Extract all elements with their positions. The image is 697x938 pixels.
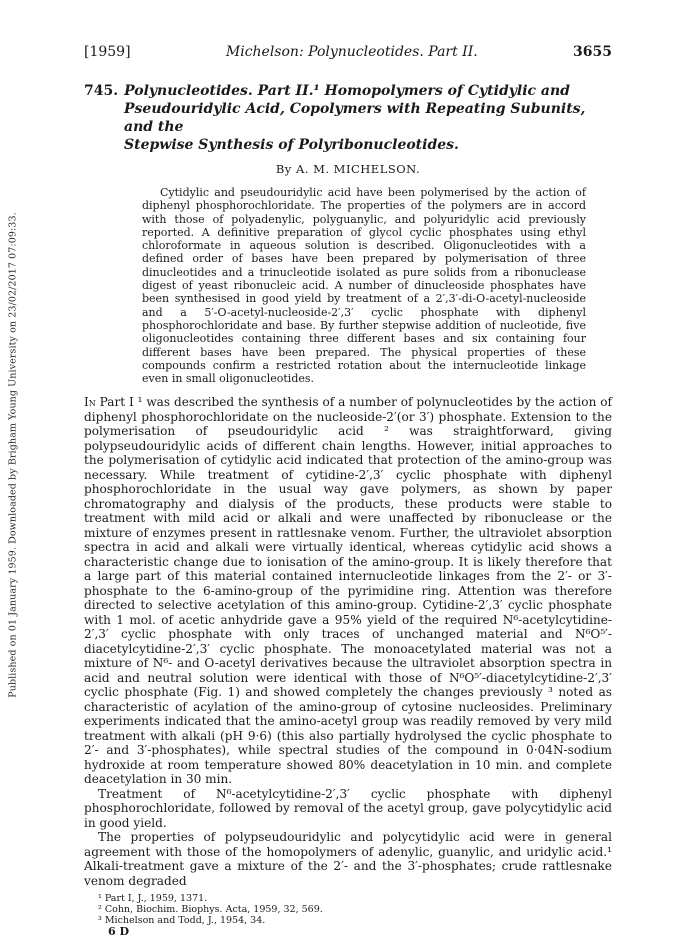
journal-page <box>84 44 612 938</box>
body-text <box>84 395 612 888</box>
footnote-1: ¹ Part I, J., 1959, 1371. <box>98 893 208 905</box>
header-title: Michelson: Polynucleotides. Part II. <box>225 44 478 60</box>
title-line-1: Polynucleotides. Part II.¹ Homopolymers of Cytidylic and <box>124 83 570 99</box>
paragraph-2: Treatment of N⁶-acetylcytidine-2′,3′ cyclic phosphate with diphenyl phosphorochloridate, followed by removal of the acetyl group, gave polycytidylic acid in good yield. <box>84 786 612 830</box>
article-title <box>84 82 612 154</box>
page-number: 3655 <box>573 44 612 60</box>
footnote-3: ³ Michelson and Todd, J., 1954, 34. <box>98 915 266 927</box>
running-head <box>84 44 612 60</box>
paragraph-1-lead: In <box>84 395 96 410</box>
header-year: [1959] <box>84 44 131 60</box>
byline: By A. M. MICHELSON. <box>275 162 421 176</box>
paragraph-1 <box>84 395 612 787</box>
paragraph-3: The properties of polypseudouridylic and polycytidylic acid were in general agreement with those of the homopolymers of adenylic, guanylic, and uridylic acid.¹ Alkali-treatment gave a mixture of the 2′- and the 3′-phosphates; crude rattlesnake venom degraded <box>84 830 612 888</box>
paragraph-1-text: Part I ¹ was described the synthesis of a number of polynucleotides by the action of diphenyl phosphorochloridate on the nucleoside-2′(or 3′) phosphate. Extension to the polymerisation of pseudouridylic acid ² was straightforward, giving polypseudouridylic acids of different chain lengths. However, initial approaches to the polymerisation of cytidylic acid indicated that protection of the amino-group was necessary. While treatment of cytidine-2′,3′ cyclic phosphate with diphenyl phosphorochloridate in the usual way gave polymers, as shown by paper chromatography and dialysis of the products, these products were stable to treatment with mild acid or alkali and were unaffected by ribonuclease or the mixture of enzymes present in rattlesnake venom. Further, the ultraviolet absorption spectra in acid and alkali were virtually identical, whereas cytidylic acid shows a characteristic change due to ionisation of the amino-group. It is likely therefore that a large part of this material contained internucleotide linkages from the 2′- or 3′-phosphate to the 6-amino-group of the pyrimidine ring. Attention was therefore directed to selective acetylation of this amino-group. Cytidine-2′,3′ cyclic phosphate with 1 mol. of acetic anhydride gave a 95% yield of the required N⁶-acetylcytidine-2′,3′ cyclic phosphate with only traces of unchanged material and N⁶O⁵′-diacetylcytidine-2′,3′ cyclic phosphate. The monoacetylated material was not a mixture of N⁶- and O-acetyl derivatives because the ultraviolet absorption spectra in acid and neutral solution were identical with those of N⁶O⁵′-diacetylcytidine-2′,3′ cyclic phosphate (Fig. 1) and showed completely the changes previously ³ noted as characteristic of acylation of the amino-group of cytosine nucleosides. Preliminary experiments indicated that the amino-acetyl group was readily removed by very mild treatment with alkali (pH 9·6) (this also partially hydrolysed the cyclic phosphate to 2′- and 3′-phosphates), while spectral studies of the compound in 0·04N-sodium hydroxide at room temperature showed 80% deacetylation in 10 min. and complete deacetylation in 30 min. <box>84 395 612 787</box>
title-line-3: Stepwise Synthesis of Polyribonucleotides. <box>124 137 459 153</box>
title-line-2: Pseudouridylic Acid, Copolymers with Repeating Subunits, and the <box>124 101 586 135</box>
abstract: Cytidylic and pseudouridylic acid have been polymerised by the action of diphenyl phosphorochloridate. The properties of the polymers are in accord with those of polyadenylic, polyguanylic, and polyuridylic acid previously reported. A definitive preparation of glycol cyclic phosphates using ethyl chloroformate in aqueous solution is described. Oligonucleotides with a defined order of bases have been prepared by polymerisation of three dinucleotides and a trinucleotide isolated as pure solids from a ribonuclease digest of yeast ribonucleic acid. A number of dinucleoside phosphates have been synthesised in good yield by treatment of a 2′,3′-di-O-acetyl-nucleoside and a 5′-O-acetyl-nucleoside-2′,3′ cyclic phosphate with diphenyl phosphorochloridate and base. By further stepwise addition of nucleotide, five oligonucleotides containing three different bases and six containing four different bases have been prepared. The physical properties of these compounds confirm a restricted rotation about the internucleotide linkage even in small oligonucleotides. <box>142 186 586 386</box>
download-watermark <box>6 155 20 755</box>
article-number: 745. <box>84 83 119 99</box>
footnotes <box>84 893 612 938</box>
signature-mark: 6 D <box>108 925 130 938</box>
download-watermark-text: Published on 01 January 1959. Downloaded by Brigham Young University on 23/02/2017 07:09:33. <box>7 212 19 698</box>
footnote-2: ² Cohn, Biochim. Biophys. Acta, 1959, 32, 569. <box>98 904 323 916</box>
